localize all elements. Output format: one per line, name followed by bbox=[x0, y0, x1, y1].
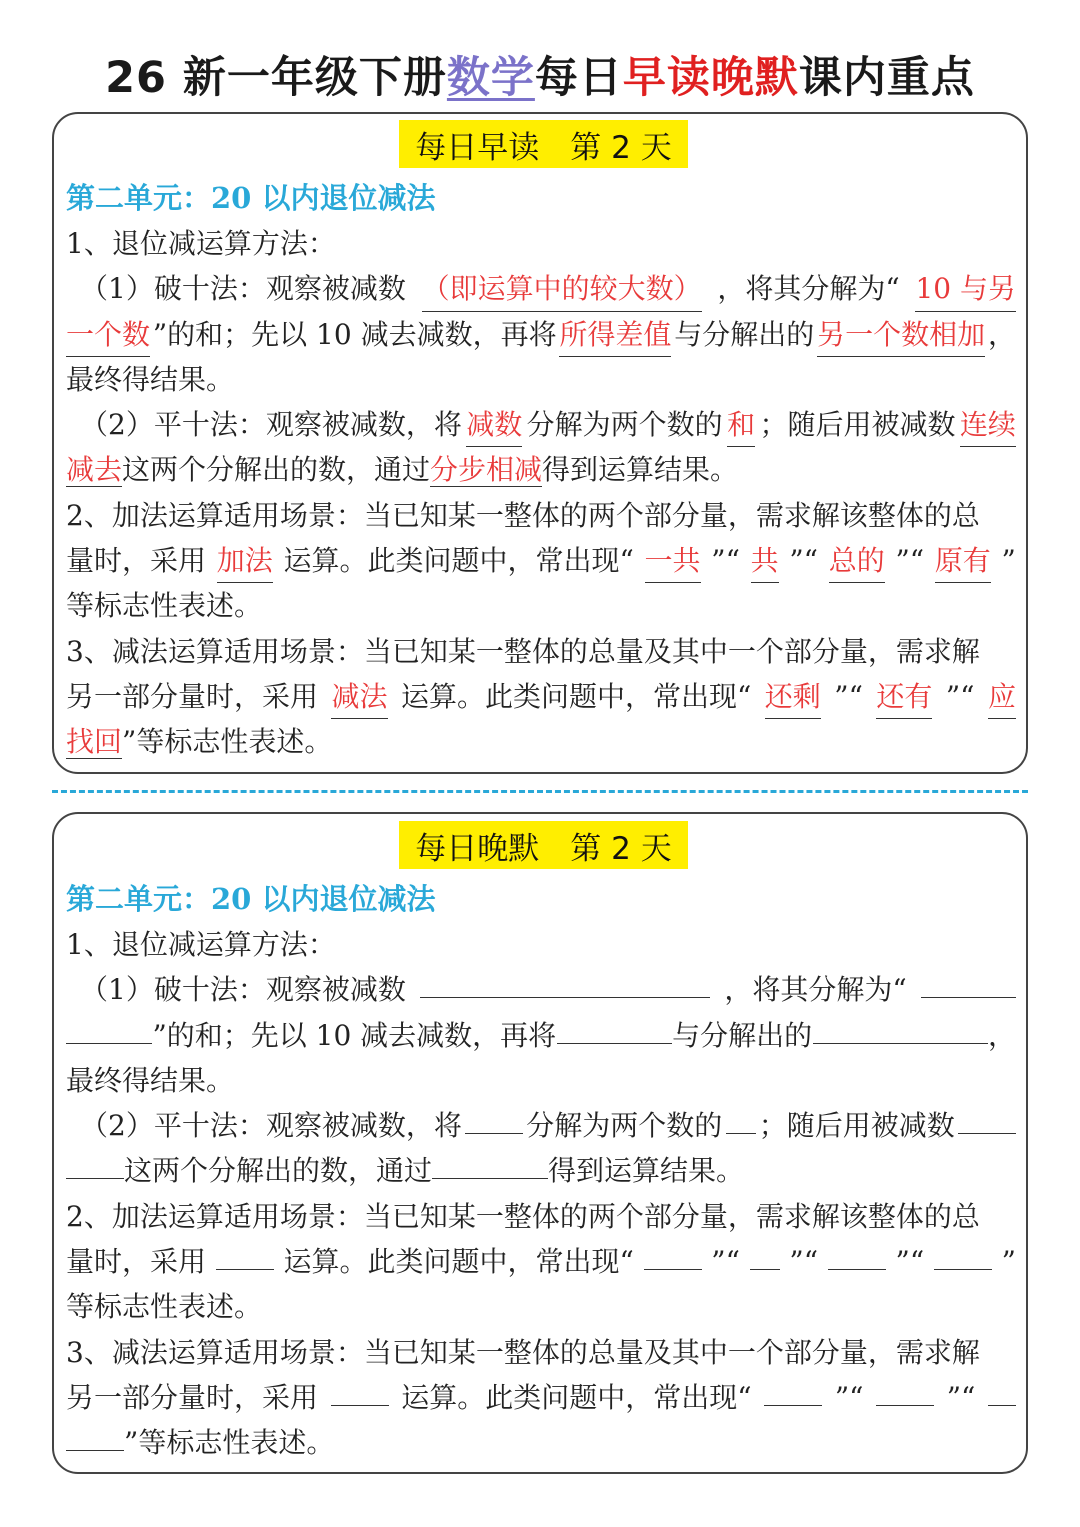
evening-day-tag: 每日晚默 第 2 天 bbox=[399, 821, 688, 869]
fill-blank[interactable] bbox=[764, 1375, 822, 1406]
answer: 一个数 bbox=[66, 312, 150, 357]
answer: 10 与另 bbox=[915, 266, 1016, 311]
fill-blank[interactable] bbox=[420, 967, 710, 998]
fill-blank[interactable] bbox=[66, 1420, 124, 1451]
addition-line-2: 量时，采用 运算。此类问题中，常出现“ ”“ ”“ ”“ ” bbox=[66, 1239, 1016, 1284]
fill-blank[interactable] bbox=[432, 1148, 548, 1179]
fill-blank[interactable] bbox=[876, 1375, 934, 1406]
addition-line-1: 2、加法运算适用场景：当已知某一整体的两个部分量，需求解该整体的总 bbox=[66, 1199, 980, 1233]
morning-unit-heading: 第二单元：20 以内退位减法 bbox=[66, 181, 436, 215]
evening-unit-heading: 第二单元：20 以内退位减法 bbox=[66, 882, 436, 916]
fill-blank[interactable] bbox=[644, 1239, 702, 1270]
break-ten-line-3: 最终得结果。 bbox=[66, 1063, 235, 1097]
make-ten-line-2: 减去这两个分解出的数，通过分步相减得到运算结果。 bbox=[66, 453, 739, 487]
method-heading: 1、退位减运算方法： bbox=[66, 928, 336, 961]
evening-content bbox=[66, 922, 1016, 1466]
answer: 减法 bbox=[331, 674, 387, 719]
break-ten-line-3: 最终得结果。 bbox=[66, 362, 235, 396]
title-read-recite: 早读晚默 bbox=[622, 53, 799, 103]
answer: 和 bbox=[727, 402, 755, 447]
morning-day-tag: 每日早读 第 2 天 bbox=[399, 120, 688, 168]
morning-content bbox=[66, 221, 1016, 765]
answer: 一共 bbox=[645, 538, 701, 583]
fill-blank[interactable] bbox=[934, 1239, 992, 1270]
fill-blank[interactable] bbox=[958, 1103, 1016, 1134]
make-ten-line-2: 这两个分解出的数，通过 得到运算结果。 bbox=[66, 1148, 1016, 1193]
subtraction-line-1: 3、减法运算适用场景：当已知某一整体的总量及其中一个部分量，需求解 bbox=[66, 634, 980, 668]
fill-blank[interactable] bbox=[216, 1239, 274, 1270]
subtraction-line-3: ”等标志性表述。 bbox=[66, 1420, 1016, 1465]
fill-blank[interactable] bbox=[331, 1375, 389, 1406]
answer: 原有 bbox=[935, 538, 991, 583]
make-ten-line-1: （2）平十法：观察被减数，将 分解为两个数的 ；随后用被减数 bbox=[66, 1103, 1016, 1148]
page-title bbox=[0, 44, 1080, 105]
addition-line-1: 2、加法运算适用场景：当已知某一整体的两个部分量，需求解该整体的总 bbox=[66, 498, 980, 532]
title-key-points: 课内重点 bbox=[798, 53, 975, 103]
answer: 连续 bbox=[960, 402, 1016, 447]
fill-blank[interactable] bbox=[557, 1013, 672, 1044]
answer: 分步相减 bbox=[430, 453, 543, 487]
section-divider bbox=[52, 790, 1028, 793]
addition-line-3: 等标志性表述。 bbox=[66, 589, 263, 623]
answer: 总的 bbox=[829, 538, 885, 583]
answer: （即运算中的较大数） bbox=[422, 266, 702, 311]
answer: 另一个数相加 bbox=[817, 312, 985, 357]
answer: 所得差值 bbox=[559, 312, 671, 357]
answer: 还剩 bbox=[765, 674, 821, 719]
fill-blank[interactable] bbox=[726, 1103, 756, 1134]
make-ten-line-1: （2）平十法：观察被减数，将 减数 分解为两个数的 和 ；随后用被减数 连续 bbox=[66, 402, 1016, 447]
break-ten-line-2: 一个数 ”的和；先以 10 减去减数，再将 所得差值 与分解出的 另一个数相加 ， bbox=[66, 312, 1016, 357]
subtraction-line-1: 3、减法运算适用场景：当已知某一整体的总量及其中一个部分量，需求解 bbox=[66, 1335, 980, 1369]
fill-blank[interactable] bbox=[66, 1148, 124, 1179]
fill-blank[interactable] bbox=[813, 1013, 988, 1044]
break-ten-line-1: （1）破十法：观察被减数 ，将其分解为“ bbox=[66, 967, 1016, 1012]
answer: 应 bbox=[988, 674, 1016, 719]
answer: 减去 bbox=[66, 453, 123, 487]
answer: 找回 bbox=[66, 725, 123, 759]
break-ten-line-2: ”的和；先以 10 减去减数，再将 与分解出的 ， bbox=[66, 1013, 1016, 1058]
fill-blank[interactable] bbox=[66, 1013, 152, 1044]
fill-blank[interactable] bbox=[750, 1239, 780, 1270]
addition-line-3: 等标志性表述。 bbox=[66, 1290, 263, 1324]
method-heading: 1、退位减运算方法： bbox=[66, 227, 336, 260]
subtraction-line-3: 找回”等标志性表述。 bbox=[66, 725, 333, 759]
fill-blank[interactable] bbox=[465, 1103, 523, 1134]
addition-line-2: 量时，采用 加法 运算。此类问题中，常出现“ 一共 ”“ 共 ”“ 总的 ”“ 原有 ” bbox=[66, 538, 1016, 583]
title-daily: 每日 bbox=[534, 53, 623, 103]
break-ten-line-1: （1）破十法：观察被减数 （即运算中的较大数） ，将其分解为“ 10 与另 bbox=[66, 266, 1016, 311]
answer: 还有 bbox=[876, 674, 932, 719]
answer: 减数 bbox=[466, 402, 522, 447]
subtraction-line-2: 另一部分量时，采用 减法 运算。此类问题中，常出现“ 还剩 ”“ 还有 ”“ 应 bbox=[66, 674, 1016, 719]
answer: 共 bbox=[751, 538, 779, 583]
title-grade: 26 新一年级下册 bbox=[105, 53, 447, 103]
fill-blank[interactable] bbox=[988, 1375, 1016, 1406]
subtraction-line-2: 另一部分量时，采用 运算。此类问题中，常出现“ ”“ ”“ bbox=[66, 1375, 1016, 1420]
title-subject: 数学 bbox=[446, 53, 535, 103]
answer: 加法 bbox=[217, 538, 273, 583]
fill-blank[interactable] bbox=[921, 967, 1016, 998]
fill-blank[interactable] bbox=[828, 1239, 886, 1270]
